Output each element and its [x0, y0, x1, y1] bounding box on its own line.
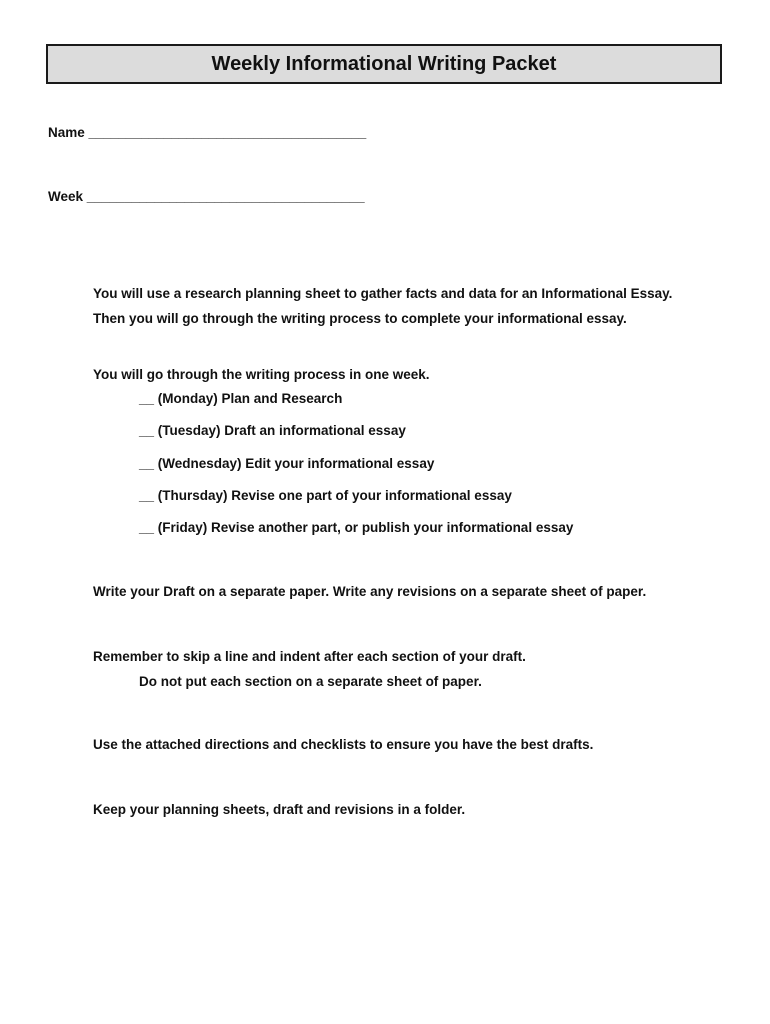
step-thursday: __ (Thursday) Revise one part of your informational essay — [139, 488, 512, 503]
step-wednesday: __ (Wednesday) Edit your informational essay — [139, 456, 435, 471]
step-friday: __ (Friday) Revise another part, or publish your informational essay — [139, 520, 574, 535]
attached-instruction: Use the attached directions and checklists to ensure you have the best drafts. — [93, 737, 594, 752]
process-heading: You will go through the writing process in one week. — [93, 367, 430, 382]
step-monday: __ (Monday) Plan and Research — [139, 391, 343, 406]
intro-line-2: Then you will go through the writing process to complete your informational essay. — [93, 311, 627, 326]
intro-line-1: You will use a research planning sheet to gather facts and data for an Informational Essay. — [93, 286, 673, 301]
title-box — [46, 44, 722, 84]
draft-instruction: Write your Draft on a separate paper. Write any revisions on a separate sheet of paper. — [93, 584, 647, 599]
remember-sub-instruction: Do not put each section on a separate sheet of paper. — [139, 674, 482, 689]
week-field[interactable]: Week _____________________________________ — [48, 189, 365, 204]
remember-instruction: Remember to skip a line and indent after each section of your draft. — [93, 649, 526, 664]
folder-instruction: Keep your planning sheets, draft and revisions in a folder. — [93, 802, 466, 817]
name-field[interactable]: Name _____________________________________ — [48, 125, 367, 140]
page-title: Weekly Informational Writing Packet — [211, 52, 557, 75]
step-tuesday: __ (Tuesday) Draft an informational essay — [139, 423, 406, 438]
